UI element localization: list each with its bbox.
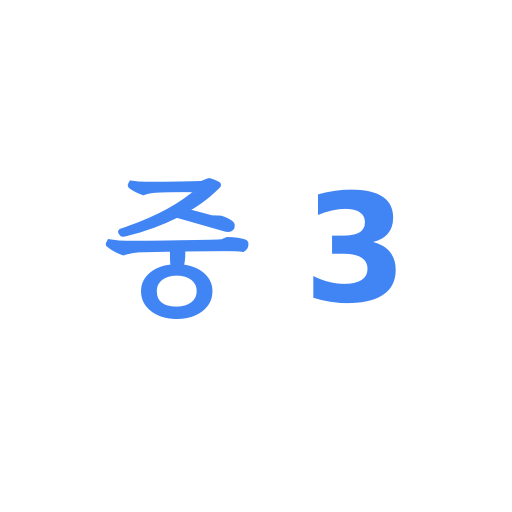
grade-label: [0, 150, 512, 350]
grade-number-text: 3: [303, 163, 408, 337]
grade-level-text: 중: [104, 163, 250, 337]
